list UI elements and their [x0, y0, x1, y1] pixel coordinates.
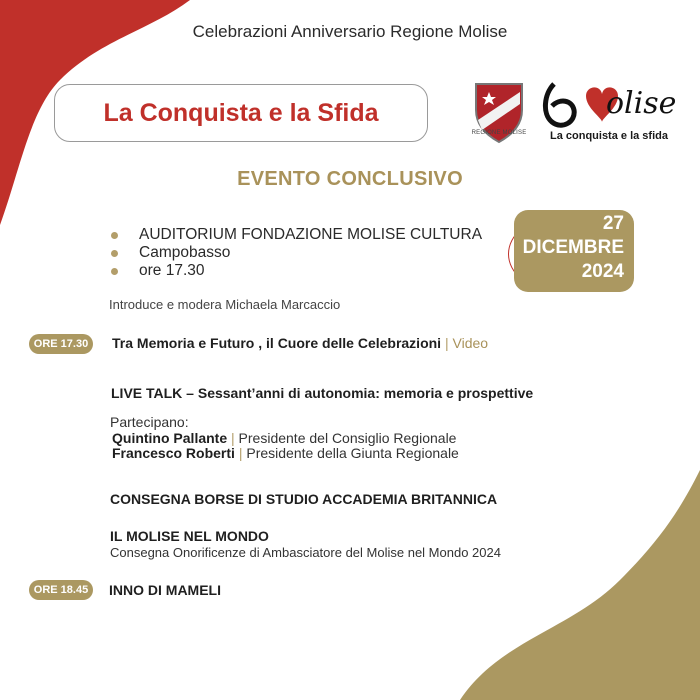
program-borse-di-studio: CONSEGNA BORSE DI STUDIO ACCADEMIA BRITANNICA: [110, 491, 498, 507]
participant-row: Francesco Roberti | Presidente della Giunta Regionale: [112, 445, 459, 461]
crest-caption: REGIONE MOLISE: [471, 130, 527, 136]
program-molise-nel-mondo: IL MOLISE NEL MONDO: [110, 528, 269, 544]
participant-name: Francesco Roberti: [112, 445, 235, 461]
date-year: 2024: [581, 261, 624, 282]
moderator-text: Introduce e modera Michaela Marcaccio: [109, 297, 341, 312]
event-time: ore 17.30: [107, 262, 482, 280]
program-live-talk: LIVE TALK – Sessant’anni di autonomia: memoria e prospettive: [111, 385, 534, 401]
event-venue: AUDITORIUM FONDAZIONE MOLISE CULTURA: [107, 226, 482, 244]
event-city: Campobasso: [107, 244, 482, 262]
event-details-list: [107, 226, 482, 280]
header-title: Celebrazioni Anniversario Regione Molise: [192, 22, 508, 41]
time-badge-1730: ORE 17.30: [29, 334, 93, 354]
participants-intro: Partecipano:: [110, 414, 189, 430]
program-item-video: Tra Memoria e Futuro , il Cuore delle Celebrazioni | Video: [112, 335, 489, 351]
participant-role: Presidente della Giunta Regionale: [246, 445, 459, 461]
program-item-tag: Video: [452, 335, 489, 351]
program-item-title: Tra Memoria e Futuro , il Cuore delle Celebrazioni: [112, 335, 442, 351]
regione-molise-crest-icon: [470, 80, 528, 146]
participant-name: Quintino Pallante: [112, 430, 228, 446]
program-molise-nel-mondo-subtitle: Consegna Onorificenze di Ambasciatore del Molise nel Mondo 2024: [110, 545, 501, 560]
logo-tagline: La conquista e la sfida: [550, 130, 668, 142]
time-badge-1845: ORE 18.45: [29, 580, 93, 600]
date-badge: [514, 210, 634, 292]
participant-row: Quintino Pallante | Presidente del Consiglio Regionale: [112, 430, 457, 446]
date-day: 27: [602, 213, 624, 234]
event-title: EVENTO CONCLUSIVO: [237, 168, 463, 190]
participant-role: Presidente del Consiglio Regionale: [238, 430, 457, 446]
date-month: DICEMBRE: [522, 237, 624, 258]
logo-word: olise: [606, 86, 677, 121]
banner-title: La Conquista e la Sfida: [54, 84, 428, 142]
program-inno-di-mameli: INNO DI MAMELI: [109, 582, 221, 598]
